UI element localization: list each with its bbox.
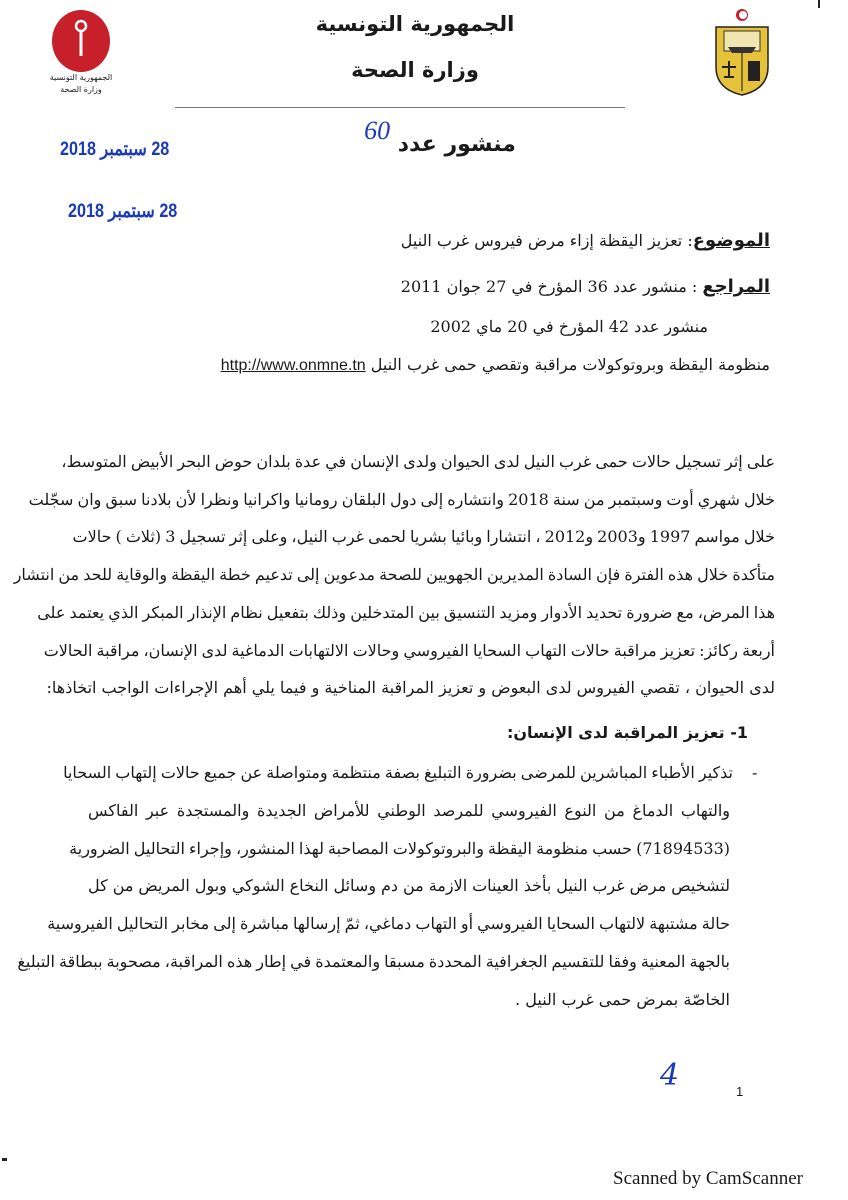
- header-divider: [175, 107, 625, 108]
- subject-label: الموضوع: [692, 230, 770, 251]
- reference-item-with-link: [221, 354, 770, 377]
- subject-text: : تعزيز اليقظة إزاء مرض فيروس غرب النيل: [400, 231, 693, 250]
- paragraph-line: خلال مواسم 1997 و2003 و2012 ، انتشارا وبائيا بشريا لحمى غرب النيل، وعلى إثر تسجيل 3 (ثلاث ) حالات: [72, 527, 775, 547]
- circular-label: منشور عدد: [397, 132, 516, 157]
- section-1-title: 1- تعزيز المراقبة لدى الإنسان:: [506, 723, 748, 742]
- paragraph-line: أربعة ركائز: تعزيز مراقبة حالات التهاب السحايا الفيروسي وحالات الالتهابات الدماغية لدى الإنسان، مراقبة الحالات: [43, 640, 775, 660]
- bullet-line: حالة مشتبهة لالتهاب السحايا الفيروسي أو التهاب دماغي، ثمّ إرسالها مباشرة إلى مخابر التحاليل الفيروسية: [47, 914, 730, 934]
- circular-title: [330, 116, 550, 158]
- circular-number: 60: [364, 116, 391, 145]
- bullet-line: (71894533) حسب منظومة اليقظة والبروتوكولات المصاحبة لهذا المنشور، وإجراء التحاليل الضرورية: [69, 838, 730, 858]
- references-line: [401, 276, 770, 298]
- bullet-line: بالجهة المعنية وفقا للتقسيم الجغرافية المحددة مسبقا والمعتمدة في إطار هذه المراقبة، مصحوبة ببطاقة التبليغ: [17, 952, 730, 971]
- paragraph-line: لدى الحيوان ، تقصي الفيروس لدى البعوض و تعزيز المراقبة المناخية و فيما يلي أهم الإجراءات الواجب اتخاذها:: [46, 678, 775, 698]
- anchor-crescent-icon: [50, 10, 112, 72]
- onmne-link[interactable]: http://www.onmne.tn: [220, 357, 366, 374]
- logo-caption-ministry: وزارة الصحة: [60, 85, 102, 94]
- references-label: المراجع: [702, 276, 770, 297]
- reference-item: منشور عدد 42 المؤرخ في 20 ماي 2002: [430, 317, 708, 336]
- bullet-line: والتهاب الدماغ من النوع الفيروسي للمرصد الوطني للأمراض الجديدة والمستجدة عبر الفاكس: [88, 800, 731, 820]
- subject-line: [401, 230, 770, 252]
- scanner-watermark: Scanned by CamScanner: [613, 1168, 803, 1189]
- paragraph-line: متأكدة خلال هذه الفترة فإن السادة المديرين الجهويين للصحة مدعوين إلى تدعيم خطة اليقظة والوقاية للحد من انتشار: [13, 565, 775, 585]
- ministry-title: وزارة الصحة: [351, 58, 479, 82]
- paragraph-line: هذا المرض، مع ضرورة تحديد الأدوار ومزيد التنسيق بين المتدخلين وذلك بتفعيل نظام الإنذار المبكر الذي يعتمد على: [37, 602, 775, 622]
- bullet-line: لتشخيص مرض غرب النيل بأخذ العينات الازمة من دم وسائل النخاع الشوكي وبول المريض من كل: [88, 876, 731, 896]
- reference-item: منظومة اليقظة وبروتوكولات مراقبة وتقصي حمى غرب النيل: [370, 355, 770, 374]
- handwritten-mark: 4: [660, 1058, 680, 1093]
- reference-item: : منشور عدد 36 المؤرخ في 27 جوان 2011: [400, 277, 698, 296]
- bullet-line: الخاصّة بمرض حمى غرب النيل .: [515, 989, 730, 1009]
- margin-mark: [2, 1158, 7, 1161]
- tunisia-coat-of-arms: [712, 5, 772, 97]
- coat-of-arms-icon: [712, 5, 772, 97]
- bullet-line: تذكير الأطباء المباشرين للمرضى بضرورة التبليغ بصفة منتظمة ومتواصلة عن جميع حالات إلتهاب السحايا: [63, 763, 733, 782]
- paragraph-line: على إثر تسجيل حالات حمى غرب النيل لدى الحيوان ولدى الإنسان في عدة بلدان حوض البحر الأبيض المتوسط،: [61, 452, 775, 471]
- margin-mark: [818, 0, 820, 8]
- logo-caption-country: الجمهورية التونسية: [49, 73, 113, 82]
- paragraph-line: خلال شهري أوت وسبتمبر من سنة 2018 وانتشاره إلى دول البلقان رومانيا واكرانيا ونظرا لأن بلادنا سبق وان سجّلت: [28, 489, 775, 509]
- page-number: 1: [736, 1084, 744, 1099]
- date-stamp: 28 سبتمبر 2018: [68, 201, 178, 222]
- bullet-dash: -: [752, 763, 758, 782]
- ministry-logo: [50, 10, 112, 72]
- date-stamp-faded: 28 سبتمبر 2018: [60, 139, 170, 160]
- country-title: الجمهورية التونسية: [315, 12, 515, 36]
